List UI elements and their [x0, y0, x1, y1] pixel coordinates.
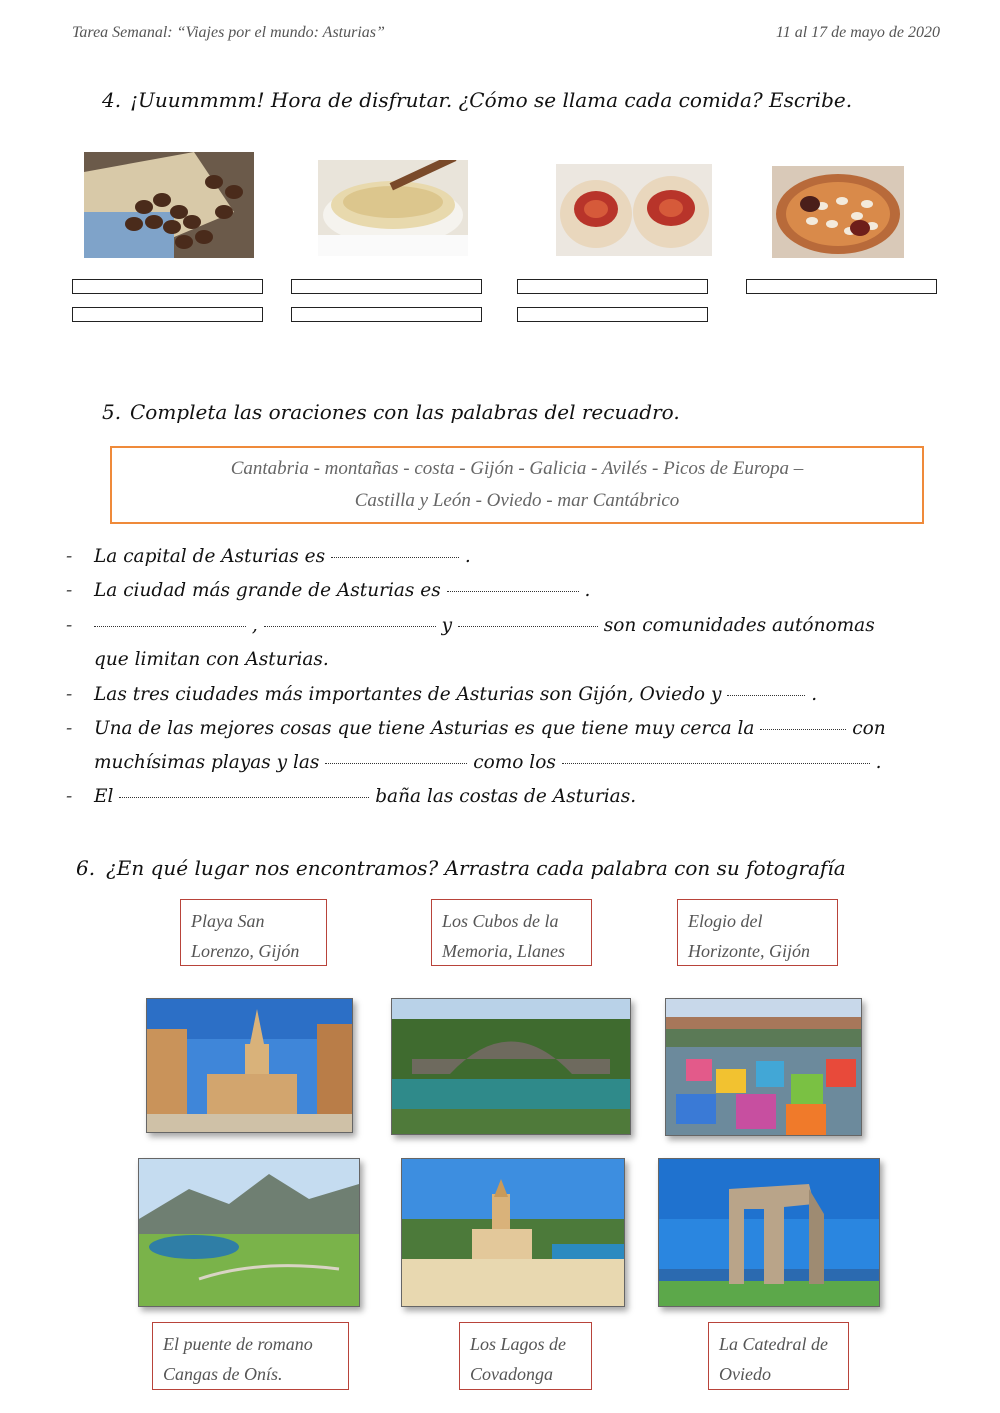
- blank-mountains[interactable]: [325, 762, 467, 764]
- food2-answer-line1[interactable]: [291, 279, 482, 294]
- header-left: Tarea Semanal: “Viajes por el mundo: Asturias”: [72, 24, 385, 41]
- blank-coast[interactable]: [760, 728, 846, 730]
- blank-picos[interactable]: [562, 762, 870, 764]
- label-line: Playa San: [191, 911, 265, 931]
- label-line: La Catedral de: [719, 1334, 829, 1354]
- sentence-1-period: .: [464, 546, 471, 567]
- food1-answer-line2[interactable]: [72, 307, 263, 322]
- bullet-dash: -: [66, 580, 73, 601]
- label-line: El puente de romano: [163, 1334, 313, 1354]
- label-cubos-memoria[interactable]: [431, 899, 592, 966]
- label-line: Elogio del: [688, 911, 763, 931]
- sentence-5-text: Una de las mejores cosas que tiene Asturias es que tiene muy cerca la: [94, 718, 755, 739]
- q6-number: 6.: [76, 856, 96, 880]
- sentence-5-con: con: [852, 718, 886, 739]
- food2-answer-line2[interactable]: [291, 307, 482, 322]
- label-line: Oviedo: [719, 1364, 771, 1384]
- bullet-dash: -: [66, 684, 73, 705]
- sentence-5-como-los: como los: [473, 752, 556, 773]
- food3-answer-line2[interactable]: [517, 307, 708, 322]
- q5-number: 5.: [102, 400, 122, 424]
- label-elogio-horizonte[interactable]: [677, 899, 838, 966]
- sentence-5-text-cont: muchísimas playas y las: [94, 752, 320, 773]
- word-bank-line1: Cantabria - montañas - costa - Gijón - Galicia - Avilés - Picos de Europa –: [230, 458, 804, 479]
- covadonga-lakes-photo[interactable]: [138, 1158, 360, 1307]
- rice-pudding-image: [318, 160, 468, 256]
- label-line: Cangas de Onís.: [163, 1364, 283, 1384]
- label-puente-romano[interactable]: [152, 1322, 349, 1390]
- sentence-4-period: .: [811, 684, 818, 705]
- label-line: Los Lagos de: [470, 1334, 567, 1354]
- elogio-horizonte-photo[interactable]: [658, 1158, 880, 1307]
- bullet-dash: -: [66, 718, 73, 739]
- san-lorenzo-beach-photo[interactable]: [401, 1158, 625, 1307]
- label-line: Horizonte, Gijón: [688, 941, 811, 961]
- sentence-3-and: y: [441, 615, 453, 636]
- q5-title: Completa las oraciones con las palabras del recuadro.: [130, 400, 680, 424]
- label-catedral-oviedo[interactable]: [708, 1322, 849, 1390]
- chorizo-bread-image: [556, 164, 712, 256]
- bullet-dash: -: [66, 615, 73, 636]
- blank-capital[interactable]: [331, 556, 459, 558]
- roman-bridge-photo[interactable]: [391, 998, 631, 1135]
- sentence-2-text: La ciudad más grande de Asturias es: [94, 580, 441, 601]
- blank-community-1[interactable]: [94, 625, 246, 627]
- word-bank-line2: Castilla y León - Oviedo - mar Cantábrico: [354, 490, 680, 511]
- blank-third-city[interactable]: [727, 694, 805, 696]
- sentence-6-el: El: [94, 786, 114, 807]
- food3-answer-line1[interactable]: [517, 279, 708, 294]
- label-line: Lorenzo, Gijón: [191, 941, 300, 961]
- label-lagos-covadonga[interactable]: [459, 1322, 592, 1390]
- sentence-2-period: .: [584, 580, 591, 601]
- blank-community-3[interactable]: [458, 625, 598, 627]
- cubes-memory-photo[interactable]: [665, 998, 862, 1136]
- blank-largest-city[interactable]: [447, 590, 579, 592]
- sentence-6-text: baña las costas de Asturias.: [375, 786, 637, 807]
- label-playa-san-lorenzo[interactable]: [180, 899, 327, 966]
- cathedral-photo[interactable]: [146, 998, 353, 1133]
- bullet-dash: -: [66, 546, 73, 567]
- sentence-3-text-cont: que limitan con Asturias.: [94, 649, 329, 670]
- label-line: Memoria, Llanes: [442, 941, 565, 961]
- q4-title: ¡Uuummmm! Hora de disfrutar. ¿Cómo se llama cada comida? Escribe.: [130, 88, 853, 112]
- label-line: Covadonga: [470, 1364, 553, 1384]
- food1-answer-line1[interactable]: [72, 279, 263, 294]
- sentence-4-text: Las tres ciudades más importantes de Asturias son Gijón, Oviedo y: [94, 684, 722, 705]
- sentence-1-text: La capital de Asturias es: [94, 546, 326, 567]
- blank-sea[interactable]: [119, 796, 369, 798]
- sentence-5-period: .: [875, 752, 882, 773]
- word-bank-box: [110, 446, 924, 524]
- fabada-image: [772, 166, 904, 258]
- sentence-3-comma: ,: [251, 615, 258, 636]
- bullet-dash: -: [66, 786, 73, 807]
- header-right: 11 al 17 de mayo de 2020: [775, 24, 940, 41]
- blank-community-2[interactable]: [264, 625, 436, 627]
- q6-title: ¿En qué lugar nos encontramos? Arrastra cada palabra con su fotografía: [106, 856, 846, 880]
- label-line: Los Cubos de la: [442, 911, 559, 931]
- food4-answer-line1[interactable]: [746, 279, 937, 294]
- chestnuts-image: [84, 152, 254, 258]
- q4-number: 4.: [102, 88, 122, 112]
- sentence-3-text: son comunidades autónomas: [603, 615, 875, 636]
